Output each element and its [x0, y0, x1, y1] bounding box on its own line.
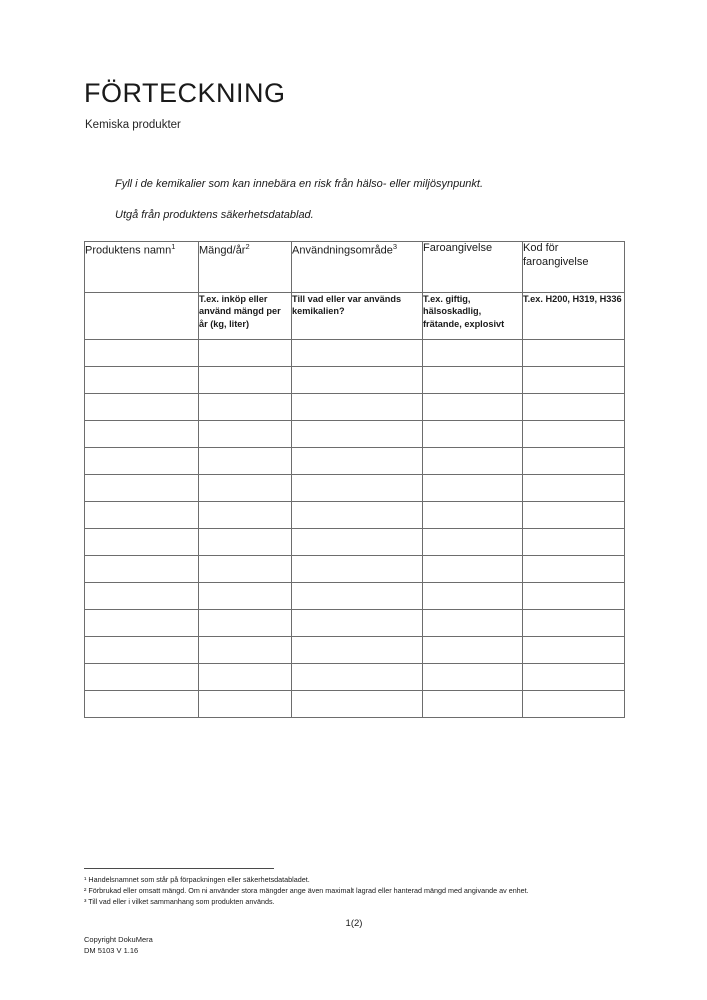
column-header-product-name-label: Produktens namn — [85, 244, 172, 257]
cell-usage-area[interactable] — [292, 583, 423, 610]
cell-amount-per-year[interactable] — [199, 583, 292, 610]
table-row — [85, 448, 625, 475]
cell-hazard-statement[interactable] — [423, 529, 523, 556]
table-row — [85, 475, 625, 502]
cell-hazard-code[interactable] — [523, 529, 625, 556]
table-row — [85, 421, 625, 448]
cell-usage-area[interactable] — [292, 664, 423, 691]
table-row — [85, 394, 625, 421]
cell-usage-area[interactable] — [292, 421, 423, 448]
footnote-1: ¹ Handelsnamnet som står på förpackningen eller säkerhetsdatabladet. — [84, 875, 310, 884]
example-cell-product-name[interactable] — [85, 293, 199, 340]
table-row — [85, 664, 625, 691]
cell-usage-area[interactable] — [292, 529, 423, 556]
cell-amount-per-year[interactable] — [199, 340, 292, 367]
table-row — [85, 367, 625, 394]
table-row — [85, 502, 625, 529]
copyright-line-2: DM 5103 V 1.16 — [84, 946, 139, 956]
footnote-2: ² Förbrukad eller omsatt mängd. Om ni använder stora mängder ange även maximalt lagrad eller hanterad mängd med angivande av enhet. — [84, 886, 529, 896]
cell-hazard-code[interactable] — [523, 394, 625, 421]
cell-usage-area[interactable] — [292, 637, 423, 664]
cell-usage-area[interactable] — [292, 691, 423, 718]
cell-amount-per-year[interactable] — [199, 367, 292, 394]
intro-line-2: Utgå från produktens säkerhetsdatablad. — [115, 209, 314, 221]
column-header-hazard-code-label: Kod för faroangivelse — [523, 242, 589, 268]
table-row — [85, 556, 625, 583]
cell-hazard-statement[interactable] — [423, 583, 523, 610]
table-row — [85, 691, 625, 718]
cell-hazard-statement[interactable] — [423, 367, 523, 394]
cell-product-name[interactable] — [85, 502, 199, 529]
cell-amount-per-year[interactable] — [199, 610, 292, 637]
cell-product-name[interactable] — [85, 394, 199, 421]
table-example-row — [85, 293, 625, 340]
table-row — [85, 637, 625, 664]
footnote-ref-2: 2 — [245, 242, 250, 251]
cell-usage-area[interactable] — [292, 502, 423, 529]
footnotes — [84, 868, 624, 907]
cell-hazard-code[interactable] — [523, 340, 625, 367]
cell-hazard-statement[interactable] — [423, 421, 523, 448]
cell-hazard-code[interactable] — [523, 664, 625, 691]
example-cell-hazard-statement: T.ex. giftig, hälsoskadlig, frätande, explosivt — [423, 293, 523, 340]
cell-product-name[interactable] — [85, 529, 199, 556]
example-cell-hazard-code: T.ex. H200, H319, H336 — [523, 293, 625, 340]
cell-product-name[interactable] — [85, 691, 199, 718]
footnote-ref-1: 1 — [171, 242, 176, 251]
cell-hazard-statement[interactable] — [423, 340, 523, 367]
cell-product-name[interactable] — [85, 475, 199, 502]
cell-amount-per-year[interactable] — [199, 691, 292, 718]
table-row — [85, 610, 625, 637]
chemical-register-table — [84, 241, 625, 718]
cell-hazard-statement[interactable] — [423, 556, 523, 583]
column-header-hazard-code — [523, 242, 625, 293]
cell-hazard-code[interactable] — [523, 421, 625, 448]
cell-product-name[interactable] — [85, 637, 199, 664]
cell-usage-area[interactable] — [292, 394, 423, 421]
cell-hazard-statement[interactable] — [423, 664, 523, 691]
table-row — [85, 583, 625, 610]
footnote-divider — [84, 868, 274, 869]
footnote-3: ³ Till vad eller i vilket sammanhang som produkten används. — [84, 897, 275, 907]
page-content — [84, 0, 624, 1000]
cell-hazard-code[interactable] — [523, 691, 625, 718]
cell-product-name[interactable] — [85, 340, 199, 367]
table-row — [85, 340, 625, 367]
cell-amount-per-year[interactable] — [199, 664, 292, 691]
cell-hazard-code[interactable] — [523, 610, 625, 637]
cell-product-name[interactable] — [85, 367, 199, 394]
cell-product-name[interactable] — [85, 664, 199, 691]
column-header-amount-per-year — [199, 242, 292, 293]
copyright-block — [84, 934, 153, 957]
cell-product-name[interactable] — [85, 556, 199, 583]
cell-product-name[interactable] — [85, 448, 199, 475]
cell-product-name[interactable] — [85, 583, 199, 610]
table-blank-rows — [85, 340, 625, 718]
copyright-line-1: Copyright DokuMera — [84, 935, 153, 944]
column-header-hazard-statement-label: Faroangivelse — [423, 242, 493, 254]
cell-amount-per-year[interactable] — [199, 475, 292, 502]
intro-line-1: Fyll i de kemikalier som kan innebära en risk från hälso- eller miljösynpunkt. — [115, 178, 484, 190]
cell-hazard-statement[interactable] — [423, 394, 523, 421]
cell-usage-area[interactable] — [292, 340, 423, 367]
cell-hazard-statement[interactable] — [423, 637, 523, 664]
table-row — [85, 529, 625, 556]
cell-hazard-statement[interactable] — [423, 691, 523, 718]
table-header-row — [85, 242, 625, 293]
page-subtitle: Kemiska produkter — [85, 119, 181, 131]
cell-hazard-code[interactable] — [523, 637, 625, 664]
cell-hazard-code[interactable] — [523, 556, 625, 583]
footnote-ref-3: 3 — [392, 242, 398, 251]
cell-usage-area[interactable] — [292, 556, 423, 583]
cell-amount-per-year[interactable] — [199, 637, 292, 664]
cell-hazard-statement[interactable] — [423, 502, 523, 529]
page-number: 1(2) — [345, 918, 363, 929]
cell-hazard-code[interactable] — [523, 448, 625, 475]
cell-hazard-statement[interactable] — [423, 610, 523, 637]
page-title: FÖRTECKNING — [84, 78, 286, 108]
cell-usage-area[interactable] — [292, 448, 423, 475]
cell-usage-area[interactable] — [292, 367, 423, 394]
column-header-product-name — [85, 242, 199, 293]
column-header-hazard-statement — [423, 242, 523, 293]
cell-hazard-code[interactable] — [523, 367, 625, 394]
cell-amount-per-year[interactable] — [199, 556, 292, 583]
column-header-amount-per-year-label: Mängd/år — [199, 244, 246, 257]
cell-hazard-statement[interactable] — [423, 448, 523, 475]
cell-usage-area[interactable] — [292, 610, 423, 637]
cell-amount-per-year[interactable] — [199, 502, 292, 529]
example-cell-amount-per-year: T.ex. inköp eller använd mängd per år (kg, liter) — [199, 293, 292, 340]
cell-hazard-code[interactable] — [523, 475, 625, 502]
cell-amount-per-year[interactable] — [199, 529, 292, 556]
cell-amount-per-year[interactable] — [199, 394, 292, 421]
column-header-usage-area — [292, 242, 423, 293]
example-cell-usage-area: Till vad eller var används kemikalien? — [292, 293, 423, 340]
cell-amount-per-year[interactable] — [199, 448, 292, 475]
cell-product-name[interactable] — [85, 610, 199, 637]
column-header-usage-area-label: Användningsområde — [292, 244, 393, 257]
cell-product-name[interactable] — [85, 421, 199, 448]
cell-usage-area[interactable] — [292, 475, 423, 502]
cell-hazard-statement[interactable] — [423, 475, 523, 502]
table-body — [85, 293, 625, 340]
cell-hazard-code[interactable] — [523, 502, 625, 529]
cell-hazard-code[interactable] — [523, 583, 625, 610]
cell-amount-per-year[interactable] — [199, 421, 292, 448]
